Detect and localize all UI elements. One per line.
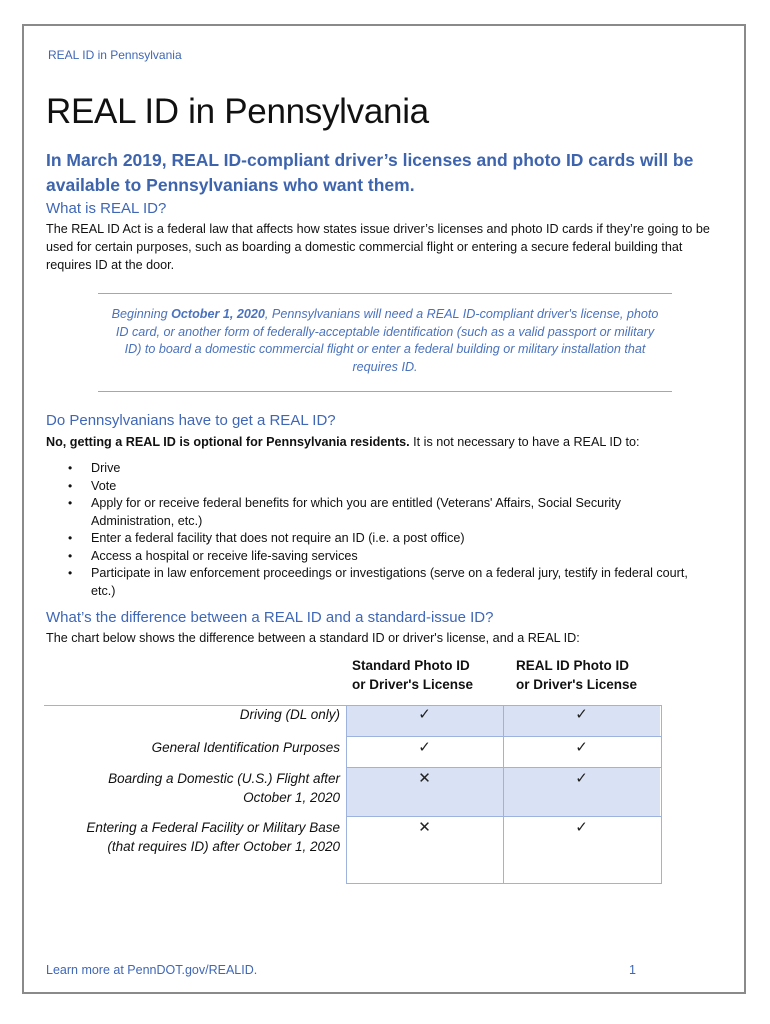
list-item: • Access a hospital or receive life-saving services	[68, 548, 358, 563]
table-rule	[346, 816, 662, 817]
list-item: • Enter a federal facility that does not require an ID (i.e. a post office)	[68, 531, 465, 545]
section-body-required: No, getting a REAL ID is optional for Pennsylvania residents. It is not necessary to have a REAL ID to:	[46, 435, 640, 449]
section-heading-required: Do Pennsylvanians have to get a REAL ID?	[46, 412, 336, 429]
standard-cell: ✕	[418, 819, 431, 836]
section-heading-what-is: What is REAL ID?	[46, 200, 167, 217]
table-rule	[346, 736, 662, 737]
page-number: 1	[629, 963, 636, 977]
table-rule	[44, 705, 662, 706]
real-id-cell: ✓	[575, 819, 588, 836]
standard-cell: ✓	[346, 705, 503, 736]
page-title: REAL ID in Pennsylvania	[46, 92, 429, 131]
list-item: • Participate in law enforcement proceedings or investigations (serve on a federal jury, testify in federal court, etc.)	[68, 566, 688, 598]
row-label: Driving (DL only)	[239, 707, 340, 722]
column-header-real-id: REAL ID Photo ID or Driver's License	[516, 658, 638, 692]
section-body-what-is: The REAL ID Act is a federal law that affects how states issue driver’s licenses and photo ID cards if they’re going to be used for certain purposes, such as boarding a domestic commercial flight or entering a secure federal building that requires ID at the door.	[46, 222, 710, 272]
table-rule	[661, 705, 662, 883]
optional-statement: No, getting a REAL ID is optional for Pennsylvania residents.	[46, 435, 410, 449]
table-row	[44, 816, 662, 883]
real-id-cell: ✓	[575, 739, 588, 756]
table-rule	[346, 883, 662, 884]
table-rule	[346, 705, 347, 883]
real-id-cell: ✓	[503, 767, 660, 816]
row-label: General Identification Purposes	[151, 740, 340, 755]
callout-date: October 1, 2020	[171, 307, 265, 321]
list-item: • Apply for or receive federal benefits for which you are entitled (Veterans' Affairs, Social Security Administration, etc.)	[68, 496, 621, 528]
row-label: Entering a Federal Facility or Military Base (that requires ID) after October 1, 2020	[86, 820, 340, 854]
standard-cell: ✕	[346, 767, 503, 816]
comparison-table	[44, 705, 662, 883]
section-body-difference: The chart below shows the difference between a standard ID or driver's license, and a REAL ID:	[46, 631, 580, 645]
row-label: Boarding a Domestic (U.S.) Flight after October 1, 2020	[108, 771, 340, 805]
footer-link[interactable]: Learn more at PennDOT.gov/REALID.	[46, 963, 258, 977]
table-rule	[346, 767, 662, 768]
real-id-cell: ✓	[503, 705, 660, 736]
lead-statement: In March 2019, REAL ID-compliant driver’s licenses and photo ID cards will be available to Pennsylvanians who want them.	[46, 150, 694, 195]
not-required-list	[46, 460, 696, 600]
list-item: • Drive	[68, 461, 121, 475]
callout-text: Beginning October 1, 2020, Pennsylvanians will need a REAL ID-compliant driver's license, photo ID card, or another form of federally-acceptable identification (such as a valid passport or military ID) to board a domestic commercial flight or enter a federal building or military installation that requires ID.	[111, 307, 659, 374]
table-rule	[503, 705, 504, 883]
table-row	[44, 767, 662, 816]
document-page	[22, 24, 746, 994]
running-header: REAL ID in Pennsylvania	[48, 48, 182, 62]
callout-box	[98, 293, 672, 392]
table-row	[44, 705, 662, 736]
list-item: • Vote	[68, 478, 117, 493]
section-heading-difference: What’s the difference between a REAL ID and a standard-issue ID?	[46, 609, 494, 626]
standard-cell: ✓	[418, 739, 431, 756]
column-header-standard: Standard Photo ID or Driver's License	[352, 658, 474, 692]
table-row	[44, 736, 662, 767]
